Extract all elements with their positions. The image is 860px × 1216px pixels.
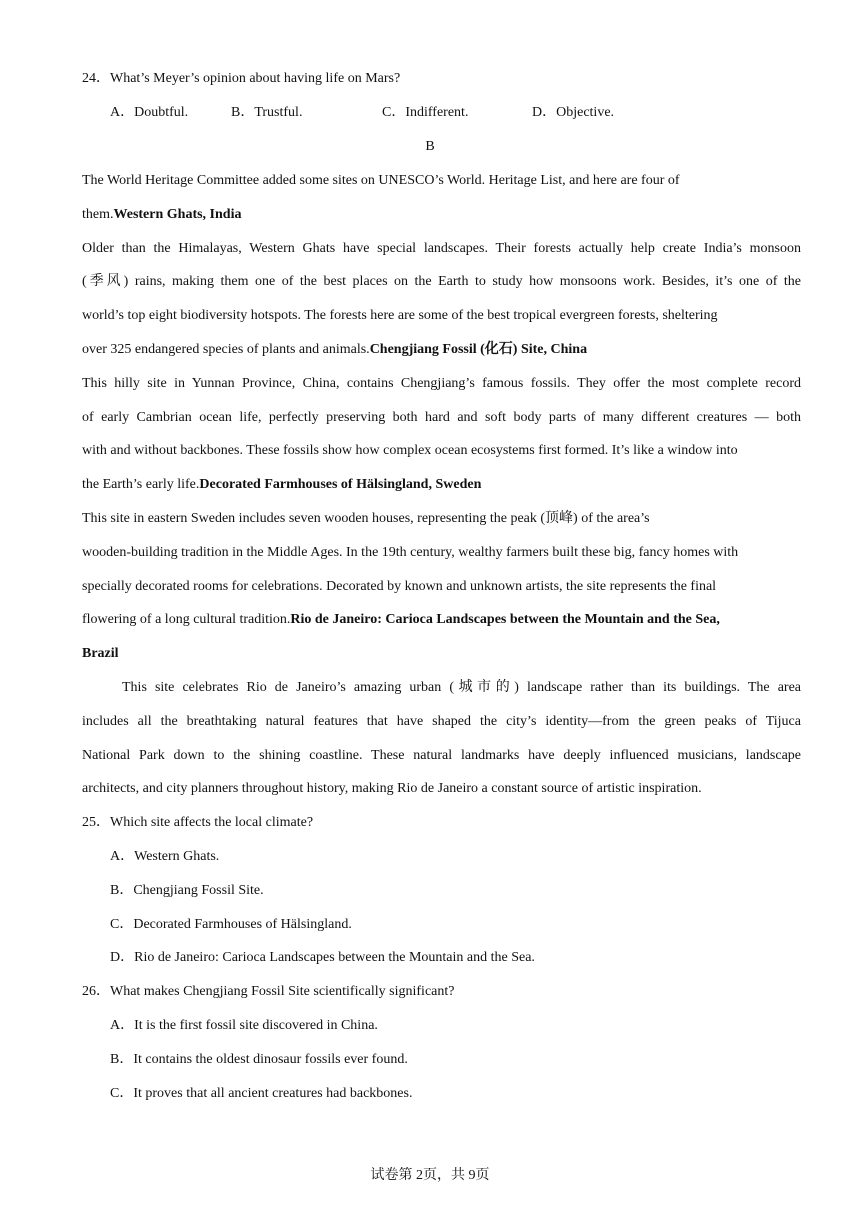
site3-line-3: specially decorated rooms for celebrations. Decorated by known and unknown artists, the site represents the final (82, 579, 717, 594)
section-label: B (425, 139, 435, 154)
site2-line-1: This hilly site in Yunnan Province, China, contains Chengjiang’s famous fossils. They offer the most complete record (82, 376, 801, 391)
page-footer: 试卷第 2页，共 9页 (370, 1168, 490, 1183)
site2-last: the Earth’s early life. (82, 477, 200, 492)
intro-prefix: them. (82, 207, 114, 222)
site1-line-4 (82, 340, 587, 360)
site2-line-4 (82, 475, 481, 495)
intro-line-2 (82, 205, 241, 225)
q25-option-d: D．Rio de Janeiro: Carioca Landscapes between the Mountain and the Sea. (110, 950, 535, 965)
site4-line-3: National Park down to the shining coastline. These natural landmarks have deeply influenced musicians, landscape (82, 748, 801, 763)
site1-line-1: Older than the Himalayas, Western Ghats have special landscapes. Their forests actually help create India’s monsoon (82, 241, 801, 256)
q26-option-c: C．It proves that all ancient creatures had backbones. (110, 1086, 413, 1101)
q25-option-a: A．Western Ghats. (110, 849, 220, 864)
site2-heading: Chengjiang Fossil (化石) Site, China (369, 342, 588, 357)
site2-line-2: of early Cambrian ocean life, perfectly preserving both hard and soft body parts of many different creatures — both (82, 410, 801, 425)
site4-line-4: architects, and city planners throughout history, making Rio de Janeiro a constant source of artistic inspiration. (82, 781, 702, 796)
q26-option-a: A．It is the first fossil site discovered in China. (110, 1018, 378, 1033)
site4-line-2: includes all the breathtaking natural features that have shaped the city’s identity—from the green peaks of Tijuca (82, 714, 801, 729)
site4-line-1: This site celebrates Rio de Janeiro’s amazing urban (城市的) landscape rather than its buildings. The area (122, 680, 801, 695)
q24-option-c: C．Indifferent. (382, 105, 469, 120)
site4-heading-2: Brazil (82, 646, 119, 661)
site3-line-2: wooden-building tradition in the Middle Ages. In the 19th century, wealthy farmers built these big, fancy homes with (82, 545, 739, 560)
site3-last: flowering of a long cultural tradition. (82, 612, 291, 627)
site1-heading: Western Ghats, India (113, 207, 242, 222)
intro-line-1: The World Heritage Committee added some sites on UNESCO’s World. Heritage List, and here are four of (82, 173, 680, 188)
q24-option-a: A．Doubtful. (110, 105, 189, 120)
q25-option-c: C．Decorated Farmhouses of Hälsingland. (110, 917, 352, 932)
site1-last: over 325 endangered species of plants and animals. (82, 342, 370, 357)
q24-option-b: B．Trustful. (231, 105, 303, 120)
site4-heading-1: Rio de Janeiro: Carioca Landscapes between the Mountain and the Sea, (290, 612, 720, 627)
site1-line-2: (季风) rains, making them one of the best places on the Earth to study how monsoons work. Besides, it’s one of the (82, 274, 801, 289)
q25-option-b: B．Chengjiang Fossil Site. (110, 883, 264, 898)
site3-heading: Decorated Farmhouses of Hälsingland, Sweden (199, 477, 482, 492)
site1-line-3: world’s top eight biodiversity hotspots. The forests here are some of the best tropical evergreen forests, sheltering (82, 308, 718, 323)
site3-line-1: This site in eastern Sweden includes seven wooden houses, representing the peak (顶峰) of the area’s (82, 511, 650, 526)
site2-line-3: with and without backbones. These fossils show how complex ocean ecosystems first formed. It’s like a window into (82, 443, 738, 458)
q25-stem: 25．Which site affects the local climate? (82, 815, 314, 830)
q24-option-d: D．Objective. (532, 105, 615, 120)
q26-stem: 26．What makes Chengjiang Fossil Site scientifically significant? (82, 984, 455, 999)
q24-stem: 24．What’s Meyer’s opinion about having life on Mars? (82, 71, 401, 86)
q26-option-b: B．It contains the oldest dinosaur fossils ever found. (110, 1052, 408, 1067)
site3-line-4 (82, 610, 720, 630)
